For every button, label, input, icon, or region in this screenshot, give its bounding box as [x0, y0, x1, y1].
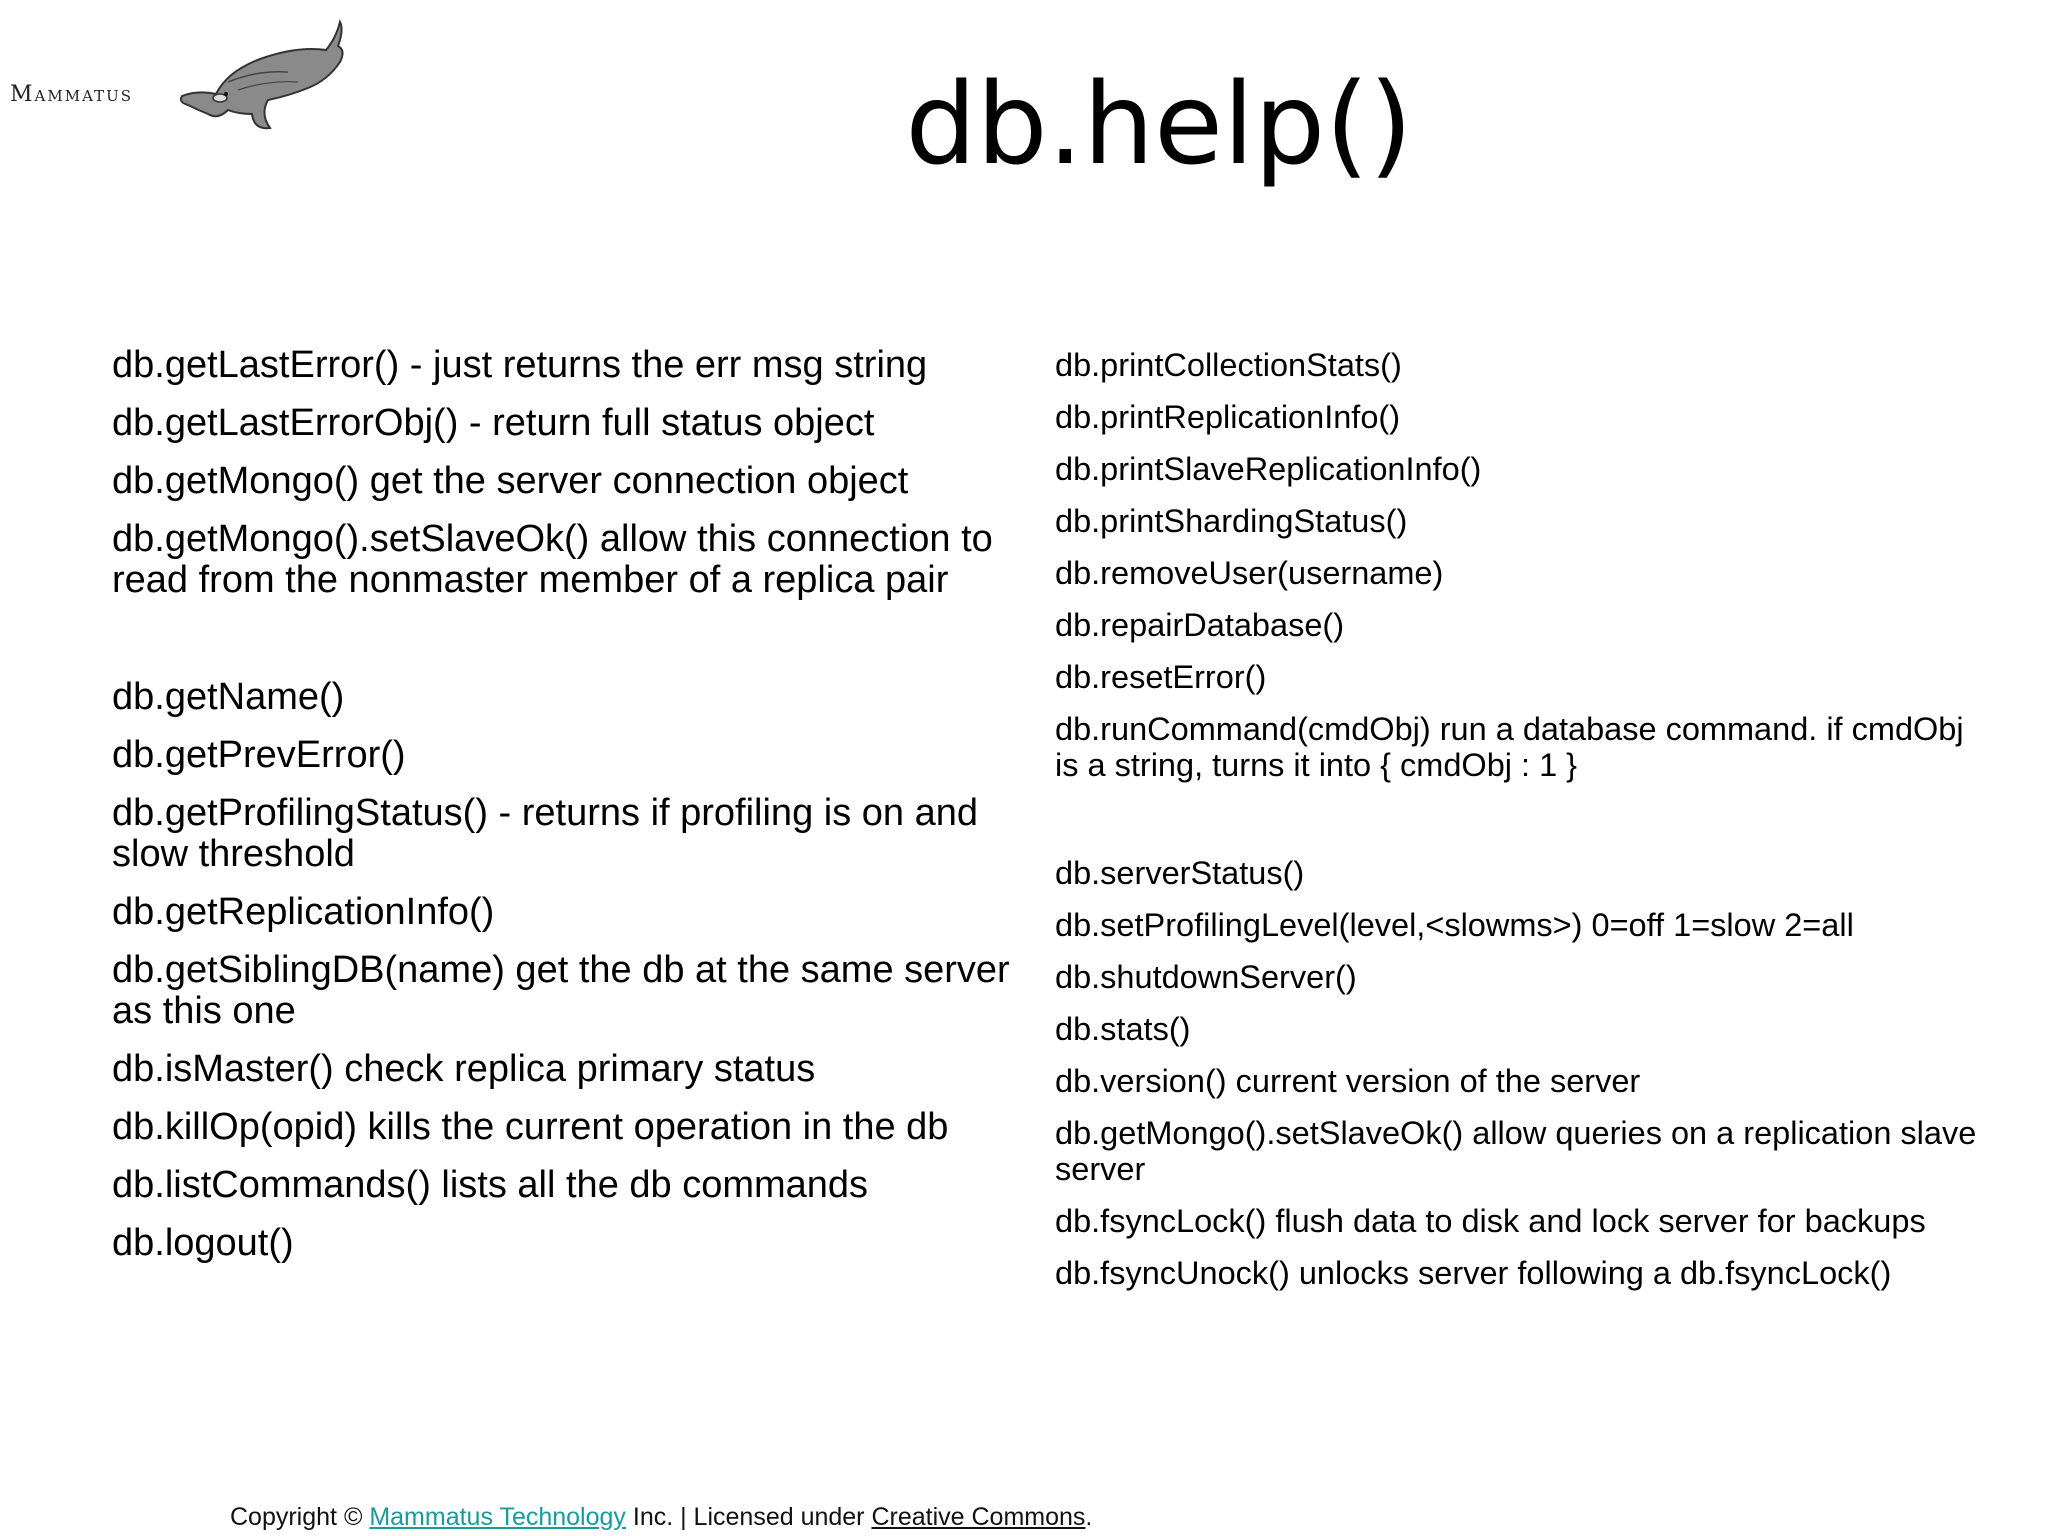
list-item: db.getMongo().setSlaveOk() allow queries on a replication slave server — [1055, 1115, 1977, 1187]
list-item: db.getMongo() get the server connection object — [112, 460, 909, 502]
list-item: db.getPrevError() — [112, 734, 406, 776]
copyright-footer — [230, 1503, 1092, 1532]
footer-suffix: . — [1085, 1503, 1093, 1531]
list-item: db.getMongo().setSlaveOk() allow this connection to read from the nonmaster member of a replica pair — [112, 518, 993, 601]
right-command-list — [1055, 347, 1995, 1307]
left-command-list — [112, 345, 1012, 1281]
list-item: db.shutdownServer() — [1055, 959, 1357, 995]
list-item: db.killOp(opid) kills the current operation in the db — [112, 1106, 949, 1148]
list-item: db.logout() — [112, 1222, 294, 1264]
list-item: db.listCommands() lists all the db commands — [112, 1164, 869, 1206]
list-item: db.setProfilingLevel(level,<slowms>) 0=off 1=slow 2=all — [1055, 907, 1854, 943]
list-item: db.runCommand(cmdObj) run a database command. if cmdObj is a string, turns it into { cmdObj : 1 } — [1055, 711, 1964, 783]
list-item: db.resetError() — [1055, 659, 1267, 695]
list-item: db.repairDatabase() — [1055, 607, 1345, 643]
list-item: db.stats() — [1055, 1011, 1191, 1047]
list-item: db.getLastErrorObj() - return full status object — [112, 402, 875, 444]
company-link[interactable]: Mammatus Technology — [369, 1503, 626, 1531]
list-item: db.version() current version of the server — [1055, 1063, 1641, 1099]
list-item: db.printSlaveReplicationInfo() — [1055, 451, 1482, 487]
list-item: db.removeUser(username) — [1055, 555, 1444, 591]
list-item: db.fsyncUnock() unlocks server following a db.fsyncLock() — [1055, 1255, 1892, 1291]
footer-prefix: Copyright © — [230, 1503, 370, 1531]
list-item: db.printReplicationInfo() — [1055, 399, 1401, 435]
list-item: db.getSiblingDB(name) get the db at the same server as this one — [112, 949, 1010, 1032]
footer-middle: Inc. | Licensed under — [625, 1503, 872, 1531]
list-item: db.printCollectionStats() — [1055, 347, 1402, 383]
list-item: db.printShardingStatus() — [1055, 503, 1408, 539]
list-item: db.getReplicationInfo() — [112, 891, 495, 933]
page-title: db.help() — [905, 60, 1413, 190]
list-item: db.isMaster() check replica primary status — [112, 1048, 816, 1090]
list-item: db.getLastError() - just returns the err msg string — [112, 344, 928, 386]
list-item: db.serverStatus() — [1055, 855, 1305, 891]
list-item: db.getProfilingStatus() - returns if profiling is on and slow threshold — [112, 792, 978, 875]
list-item: db.fsyncLock() flush data to disk and lock server for backups — [1055, 1203, 1926, 1239]
logo-text: Mammatus — [10, 82, 134, 107]
license-link[interactable]: Creative Commons — [871, 1503, 1086, 1531]
list-item: db.getName() — [112, 676, 345, 718]
